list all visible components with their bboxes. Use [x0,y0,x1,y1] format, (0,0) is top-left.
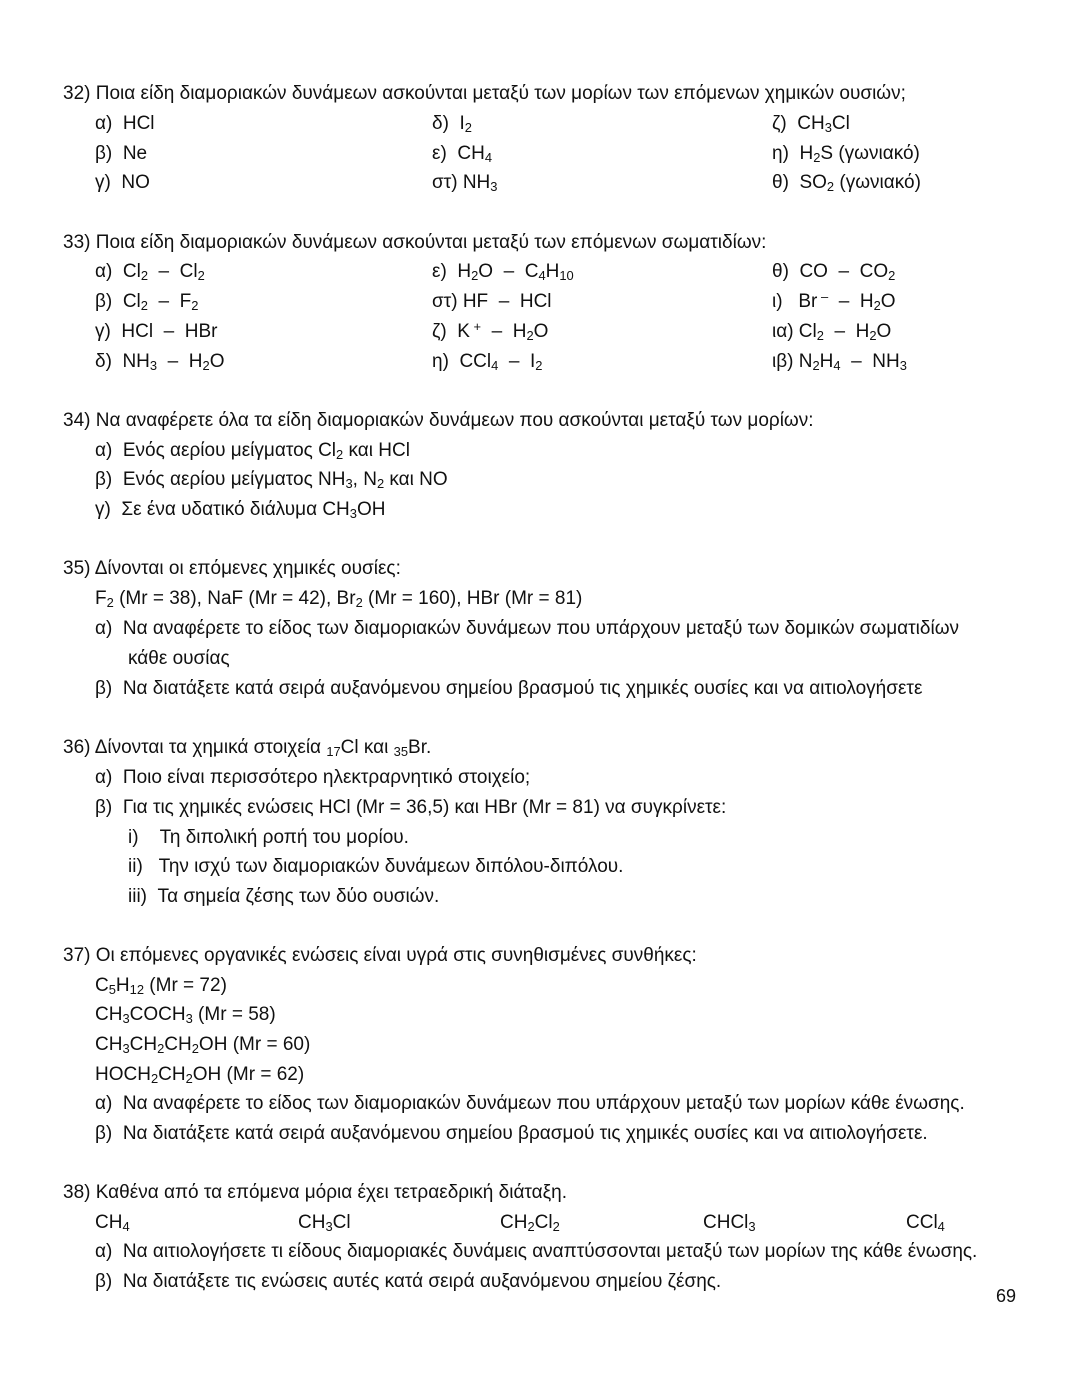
text-line: ε) $H_2O - C_4H_{10}$ [432,261,574,284]
text-line: CHCl$_3$ [703,1212,756,1235]
text-line: ζ) K $^+ - H_2O$ [432,319,549,344]
text-line: δ) $I_2$ [432,113,472,136]
text-line: 32) Ποια είδη διαμοριακών δυνάμεων ασκούνται μεταξύ των μορίων των επόμενων χημικών ουσιών; [63,83,906,104]
text-line: β) $Cl_2 - F_2$ [95,291,199,314]
text-line: στ) HF – HCl [432,291,552,312]
text-line: β) Να διατάξετε κατά σειρά αυξανόμενου σημείου βρασμού τις χημικές ουσίες και να αιτιολογήσετε. [95,1123,928,1144]
text-line: γ) HCl – HBr [95,321,218,342]
text-line: 34) Να αναφέρετε όλα τα είδη διαμοριακών δυνάμεων που ασκούνται μεταξύ των μορίων: [63,410,814,431]
text-line: $CH_3Cl$ [298,1212,351,1235]
text-line: στ) $NH_3$ [432,172,498,195]
text-line: 33) Ποια είδη διαμοριακών δυνάμεων ασκούνται μεταξύ των επόμενων σωματιδίων: [63,232,767,253]
text-line: i) Τη διπολική ροπή του μορίου. [128,827,409,848]
text-line: γ) Σε ένα υδατικό διάλυμα $CH_3OH$ [95,499,386,522]
text-line: β) Για τις χημικές ενώσεις HCl (Mr = 36,5) και HBr (Mr = 81) να συγκρίνετε: [95,797,727,818]
text-line: $F_2$ (Mr = 38), NaF (Mr = 42), $Br_2$ (Mr = 160), HBr (Mr = 81) [95,588,583,611]
text-line: α) Να αναφέρετε το είδος των διαμοριακών δυνάμεων που υπάρχουν μεταξύ των μορίων κάθε ένωσης. [95,1093,965,1114]
page-number: 69 [996,1286,1017,1306]
text-line: θ) $SO_2$ (γωνιακό) [772,172,921,195]
text-line: κάθε ουσίας [128,648,230,669]
text-line: 35) Δίνονται οι επόμενες χημικές ουσίες: [63,558,401,579]
text-line: α) Να αιτιολογήσετε τι είδους διαμοριακές δυνάμεις αναπτύσσονται μεταξύ των μορίων της κάθε ένωσης. [95,1241,978,1262]
text-line: $CH_2Cl_2$ [500,1212,560,1235]
text-line: $HOCH_2CH_2OH$ (Mr = 62) [95,1064,305,1087]
text-line: α) Ενός αερίου μείγματος $Cl_2$ και HCl [95,440,410,463]
text-line: α) HCl [95,113,155,134]
text-line: $CH_4$ [95,1212,130,1235]
text-line: α) Ποιο είναι περισσότερο ηλεκτραρνητικό στοιχείο; [95,767,531,788]
text-line: θ) CO – $CO_2$ [772,261,896,284]
text-line: η) $H_2S$ (γωνιακό) [772,143,920,166]
text-line: ι) Br $^- - H_2O$ [772,289,896,314]
text-line: $C_5H_{12}$ (Mr = 72) [95,975,227,998]
text-line: 36) Δίνονται τα χημικά στοιχεία $_{17}$Cl και $_{35}$Br. [63,737,432,760]
text-line: ιβ) $N_2H_4 - NH_3$ [772,351,907,374]
text-line: 37) Οι επόμενες οργανικές ενώσεις είναι υγρά στις συνηθισμένες συνθήκες: [63,945,697,966]
text-line: ζ) $CH_3Cl$ [772,113,850,136]
text-line: iii) Τα σημεία ζέσης των δύο ουσιών. [128,886,440,907]
text-line: β) Να διατάξετε τις ενώσεις αυτές κατά σειρά αυξανόμενου σημείου ζέσης. [95,1271,722,1292]
text-line: 38) Καθένα από τα επόμενα μόρια έχει τετραεδρική διάταξη. [63,1182,568,1203]
text-line: β) Να διατάξετε κατά σειρά αυξανόμενου σημείου βρασμού τις χημικές ουσίες και να αιτιολογήσετε [95,678,923,699]
text-line: ε) $CH_4$ [432,143,492,166]
text-line: β) Ενός αερίου μείγματος $NH_3$, $N_2$ και NO [95,469,448,492]
text-line: η) $CCl_4 - I_2$ [432,351,543,374]
text-line: δ) $NH_3 - H_2O$ [95,351,225,374]
text-line: β) Ne [95,143,148,164]
text-line: ια) $Cl_2 - H_2O$ [772,321,892,344]
text-line: ii) Την ισχύ των διαμοριακών δυνάμεων διπόλου-διπόλου. [128,856,624,877]
text-line: $CH_3CH_2CH_2OH$ (Mr = 60) [95,1034,311,1057]
text-line: γ) NO [95,172,150,193]
text-line: CCl$_4$ [906,1212,945,1235]
text-line: $CH_3COCH_3$ (Mr = 58) [95,1004,276,1027]
text-line: α) Να αναφέρετε το είδος των διαμοριακών δυνάμεων που υπάρχουν μεταξύ των δομικών σωματιδίων [95,618,960,639]
text-line: α) $Cl_2 - Cl_2$ [95,261,205,284]
